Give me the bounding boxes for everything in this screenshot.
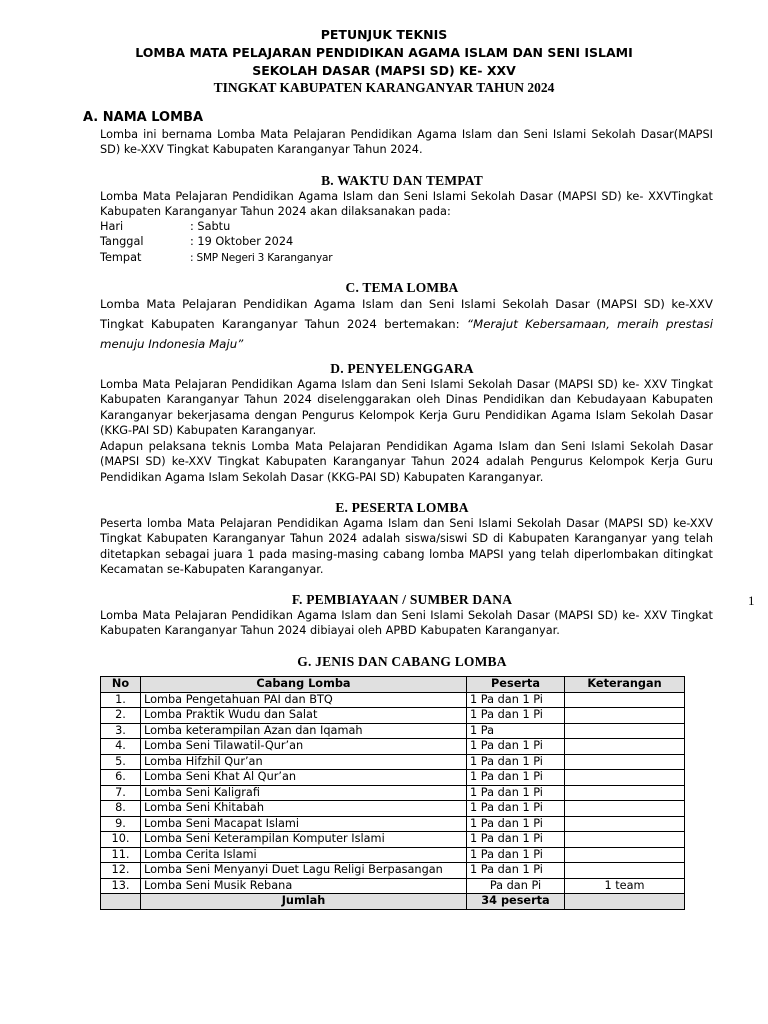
doc-title-line-1: PETUNJUK TEKNIS [320, 27, 448, 42]
row-keterangan [565, 816, 685, 832]
cabang-lomba-table [100, 676, 685, 910]
row-keterangan [565, 785, 685, 801]
section-a-heading: A. NAMA LOMBA [83, 110, 204, 125]
doc-title-line-3: SEKOLAH DASAR (MAPSI SD) KE- XXV [252, 63, 516, 78]
row-no: 11. [101, 847, 141, 863]
tanggal-row [100, 235, 293, 248]
page-number: 1 [748, 593, 755, 608]
table-row [101, 754, 685, 770]
total-label: Jumlah [141, 894, 467, 910]
row-keterangan [565, 863, 685, 879]
row-keterangan [565, 708, 685, 724]
tanggal-label: Tanggal [100, 235, 144, 248]
row-cabang: Lomba Seni Tilawatil-Qur’an [141, 739, 467, 755]
total-blank-cell [101, 894, 141, 910]
row-peserta: 1 Pa dan 1 Pi [467, 708, 565, 724]
hari-row [100, 220, 230, 233]
row-peserta: 1 Pa dan 1 Pi [467, 754, 565, 770]
row-peserta: 1 Pa dan 1 Pi [467, 863, 565, 879]
row-peserta: 1 Pa dan 1 Pi [467, 785, 565, 801]
table-row [101, 723, 685, 739]
doc-title-line-2: LOMBA MATA PELAJARAN PENDIDIKAN AGAMA ISLAM DAN SENI ISLAMI [135, 45, 633, 60]
section-c-body: Lomba Mata Pelajaran Pendidikan Agama Islam dan Seni Islami Sekolah Dasar (MAPSI SD) ke-XXV Tingkat Kabupaten Karanganyar Tahun 2024 bertemakan: [100, 297, 713, 331]
row-cabang: Lomba Seni Keterampilan Komputer Islami [141, 832, 467, 848]
row-cabang: Lomba Cerita Islami [141, 847, 467, 863]
row-peserta: 1 Pa dan 1 Pi [467, 801, 565, 817]
table-row [101, 863, 685, 879]
total-value: 34 peserta [467, 894, 565, 910]
section-c-theme: “Merajut Kebersamaan, meraih prestasi menuju Indonesia Maju” [100, 317, 713, 351]
row-no: 2. [101, 708, 141, 724]
row-peserta: 1 Pa dan 1 Pi [467, 832, 565, 848]
col-header-keterangan: Keterangan [565, 677, 685, 693]
row-cabang: Lomba Seni Menyanyi Duet Lagu Religi Berpasangan [141, 863, 467, 879]
tanggal-value: : 19 Oktober 2024 [190, 235, 294, 248]
row-no: 12. [101, 863, 141, 879]
col-header-peserta: Peserta [467, 677, 565, 693]
section-b-text: Lomba Mata Pelajaran Pendidikan Agama Islam dan Seni Islami Sekolah Dasar (MAPSI SD) ke- XXVTingkat Kabupaten Karanganyar Tahun 2024 akan dilaksanakan pada: [100, 190, 713, 219]
table-row [101, 801, 685, 817]
table-row [101, 739, 685, 755]
row-no: 8. [101, 801, 141, 817]
row-cabang: Lomba Seni Kaligrafi [141, 785, 467, 801]
section-d-text-1: Lomba Mata Pelajaran Pendidikan Agama Islam dan Seni Islami Sekolah Dasar (MAPSI SD) ke- XXV Tingkat Kabupaten Karanganyar Tahun 2024 diselenggarakan oleh Dinas Pendidikan dan Kebudayaan Kabupaten Karanganyar bekerjasama dengan Pengurus Kelompok Kerja Guru Pendidikan Agama Islam Sekolah Dasar (KKG-PAI SD) Kabupaten Karanganyar. [100, 378, 713, 438]
row-no: 13. [101, 878, 141, 894]
row-cabang: Lomba Seni Musik Rebana [141, 878, 467, 894]
row-cabang: Lomba keterampilan Azan dan Iqamah [141, 723, 467, 739]
row-keterangan [565, 770, 685, 786]
section-e-heading: E. PESERTA LOMBA [335, 500, 469, 515]
hari-value: : Sabtu [190, 220, 231, 233]
section-d-heading: D. PENYELENGGARA [330, 361, 474, 376]
table-row [101, 708, 685, 724]
tempat-label: Tempat [100, 251, 142, 264]
row-cabang: Lomba Seni Khitabah [141, 801, 467, 817]
section-c-text [100, 294, 713, 354]
row-peserta: Pa dan Pi [467, 878, 565, 894]
row-cabang: Lomba Pengetahuan PAI dan BTQ [141, 692, 467, 708]
section-a-text: Lomba ini bernama Lomba Mata Pelajaran Pendidikan Agama Islam dan Seni Islami Sekolah Dasar(MAPSI SD) ke-XXV Tingkat Kabupaten Karanganyar Tahun 2024. [100, 128, 713, 157]
row-cabang: Lomba Hifzhil Qur’an [141, 754, 467, 770]
row-peserta: 1 Pa dan 1 Pi [467, 770, 565, 786]
row-keterangan [565, 801, 685, 817]
table-row [101, 816, 685, 832]
table-row [101, 878, 685, 894]
tempat-value: : SMP Negeri 3 Karanganyar [190, 252, 333, 264]
col-header-no: No [101, 677, 141, 693]
table-row [101, 847, 685, 863]
table-header-row [101, 677, 685, 693]
row-no: 5. [101, 754, 141, 770]
row-cabang: Lomba Praktik Wudu dan Salat [141, 708, 467, 724]
section-c-heading: C. TEMA LOMBA [345, 280, 459, 295]
table-row [101, 785, 685, 801]
row-keterangan [565, 832, 685, 848]
row-no: 9. [101, 816, 141, 832]
row-keterangan [565, 723, 685, 739]
row-keterangan [565, 847, 685, 863]
row-keterangan [565, 692, 685, 708]
section-g-heading: G. JENIS DAN CABANG LOMBA [297, 654, 507, 669]
row-peserta: 1 Pa [467, 723, 565, 739]
row-keterangan [565, 754, 685, 770]
row-peserta: 1 Pa dan 1 Pi [467, 739, 565, 755]
row-no: 4. [101, 739, 141, 755]
row-keterangan [565, 739, 685, 755]
row-peserta: 1 Pa dan 1 Pi [467, 816, 565, 832]
col-header-cabang: Cabang Lomba [141, 677, 467, 693]
row-peserta: 1 Pa dan 1 Pi [467, 692, 565, 708]
row-no: 6. [101, 770, 141, 786]
section-e-text: Peserta lomba Mata Pelajaran Pendidikan Agama Islam dan Seni Islami Sekolah Dasar (MAPSI SD) ke-XXV Tingkat Kabupaten Karanganyar Tahun 2024 adalah siswa/siswi SD di Kabupaten Karanganyar yang telah ditetapkan sebagai juara 1 pada masing-masing cabang lomba MAPSI yang telah diperlombakan ditingkat Kecamatan se-Kabupaten Karanganyar. [100, 517, 713, 577]
doc-title-line-4: TINGKAT KABUPATEN KARANGANYAR TAHUN 2024 [213, 80, 555, 95]
row-peserta: 1 Pa dan 1 Pi [467, 847, 565, 863]
total-blank-cell-2 [565, 894, 685, 910]
section-d-text-2: Adapun pelaksana teknis Lomba Mata Pelajaran Pendidikan Agama Islam dan Seni Islami Sekolah Dasar (MAPSI SD) ke-XXV Tingkat Kabupaten Karanganyar Tahun 2024 adalah Pengurus Kelompok Kerja Guru Pendidikan Agama Islam Sekolah Dasar (KKG-PAI SD) Kabupaten Karanganyar. [100, 440, 713, 484]
row-no: 3. [101, 723, 141, 739]
section-f-heading: F. PEMBIAYAAN / SUMBER DANA [291, 592, 513, 607]
row-keterangan: 1 team [565, 878, 685, 894]
section-b-heading: B. WAKTU DAN TEMPAT [321, 173, 483, 188]
row-no: 7. [101, 785, 141, 801]
table-row [101, 692, 685, 708]
table-row [101, 770, 685, 786]
table-row [101, 832, 685, 848]
table-total-row [101, 894, 685, 910]
row-cabang: Lomba Seni Macapat Islami [141, 816, 467, 832]
row-no: 1. [101, 692, 141, 708]
tempat-row [100, 251, 332, 264]
hari-label: Hari [100, 220, 124, 233]
row-cabang: Lomba Seni Khat Al Qur’an [141, 770, 467, 786]
row-no: 10. [101, 832, 141, 848]
section-f-text: Lomba Mata Pelajaran Pendidikan Agama Islam dan Seni Islami Sekolah Dasar (MAPSI SD) ke- XXV Tingkat Kabupaten Karanganyar Tahun 2024 dibiayai oleh APBD Kabupaten Karanganyar. [100, 609, 713, 638]
